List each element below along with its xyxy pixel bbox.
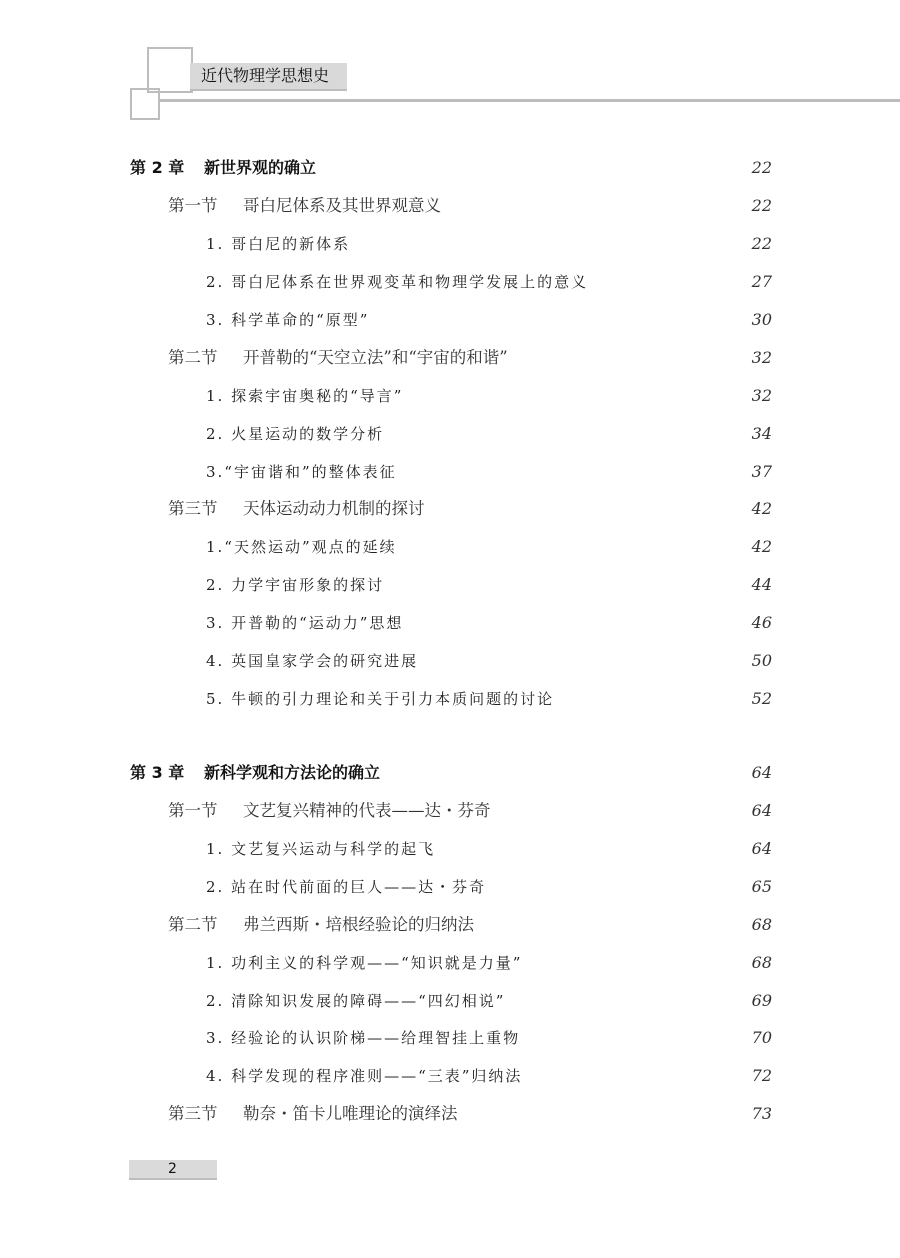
toc-entry-item[interactable] (0, 534, 900, 560)
toc-page-number: 22 (751, 196, 772, 215)
toc-entry-title (168, 798, 491, 824)
toc-entry-title (130, 155, 316, 181)
toc-page-number: 32 (751, 348, 772, 367)
item-title-text: 1. 功利主义的科学观——“知识就是力量” (206, 954, 523, 972)
running-header-title: 近代物理学思想史 (190, 63, 347, 91)
item-title-text: 4. 英国皇家学会的研究进展 (206, 652, 419, 670)
toc-page-number: 72 (751, 1066, 772, 1085)
toc-page-number: 37 (751, 462, 772, 481)
toc-entry-section[interactable] (0, 1101, 900, 1127)
toc-entry-item[interactable] (0, 307, 900, 333)
chapter-title-text: 新世界观的确立 (204, 158, 317, 177)
toc-page-number: 73 (751, 1104, 772, 1123)
toc-entry-item[interactable] (0, 836, 900, 862)
toc-entry-title (206, 383, 403, 409)
section-title-text: 天体运动动力机制的探讨 (243, 499, 425, 518)
item-title-text: 4. 科学发现的程序准则——“三表”归纳法 (206, 1067, 523, 1085)
toc-page-number: 42 (751, 537, 772, 556)
section-label: 第一节 (168, 196, 218, 215)
toc-entry-section[interactable] (0, 912, 900, 938)
item-title-text: 2. 火星运动的数学分析 (206, 425, 385, 443)
chapter-label: 第 3 章 (130, 763, 185, 782)
toc-entry-title (206, 648, 418, 674)
toc-page-number: 34 (751, 424, 772, 443)
toc-entry-title (168, 1101, 458, 1127)
section-label: 第二节 (168, 348, 218, 367)
toc-page-number: 64 (751, 763, 772, 782)
item-title-text: 1. 哥白尼的新体系 (206, 235, 351, 253)
toc-entry-section[interactable] (0, 798, 900, 824)
chapter-title-text: 新科学观和方法论的确立 (204, 763, 381, 782)
item-title-text: 3. 经验论的认识阶梯——给理智挂上重物 (206, 1029, 521, 1047)
toc-page-number: 22 (751, 234, 772, 253)
toc-page-number: 70 (751, 1028, 772, 1047)
item-title-text: 2. 清除知识发展的障碍——“四幻相说” (206, 992, 506, 1010)
section-label: 第三节 (168, 499, 218, 518)
toc-entry-title (206, 836, 435, 862)
toc-entry-title (206, 988, 505, 1014)
toc-page-number: 32 (751, 386, 772, 405)
toc-entry-item[interactable] (0, 610, 900, 636)
toc-page-number: 22 (751, 158, 772, 177)
toc-entry-chapter[interactable] (0, 760, 900, 786)
toc-entry-title (168, 912, 474, 938)
section-label: 第二节 (168, 915, 218, 934)
toc-entry-item[interactable] (0, 459, 900, 485)
toc-entry-item[interactable] (0, 1063, 900, 1089)
toc-entry-title (206, 269, 588, 295)
toc-entry-title (206, 572, 384, 598)
toc-page-number: 52 (751, 689, 772, 708)
toc-entry-title (206, 1025, 520, 1051)
toc-entry-item[interactable] (0, 686, 900, 712)
item-title-text: 3.“宇宙谐和”的整体表征 (206, 463, 397, 481)
toc-page-number: 68 (751, 915, 772, 934)
page-number: 2 (129, 1160, 217, 1180)
toc-entry-title (206, 421, 384, 447)
toc-entry-title (206, 534, 397, 560)
header-decoration-square-small (130, 88, 160, 120)
item-title-text: 1.“天然运动”观点的延续 (206, 538, 397, 556)
toc-entry-title (206, 459, 397, 485)
toc-entry-item[interactable] (0, 572, 900, 598)
toc-entry-item[interactable] (0, 648, 900, 674)
item-title-text: 3. 科学革命的“原型” (206, 311, 370, 329)
header-rule (160, 99, 900, 102)
toc-entry-item[interactable] (0, 231, 900, 257)
section-title-text: 文艺复兴精神的代表——达・芬奇 (243, 801, 491, 820)
toc-page-number: 68 (751, 953, 772, 972)
section-title-text: 开普勒的“天空立法”和“宇宙的和谐” (243, 348, 508, 367)
toc-entry-title (206, 1063, 522, 1089)
item-title-text: 2. 站在时代前面的巨人——达・芬奇 (206, 878, 487, 896)
toc-entry-section[interactable] (0, 345, 900, 371)
toc-entry-title (206, 231, 350, 257)
item-title-text: 5. 牛顿的引力理论和关于引力本质问题的讨论 (206, 690, 555, 708)
chapter-label: 第 2 章 (130, 158, 185, 177)
toc-entry-section[interactable] (0, 496, 900, 522)
toc-entry-item[interactable] (0, 988, 900, 1014)
section-title-text: 哥白尼体系及其世界观意义 (243, 196, 441, 215)
toc-entry-title (168, 193, 441, 219)
toc-entry-item[interactable] (0, 874, 900, 900)
toc-entry-title (206, 686, 554, 712)
toc-page-number: 65 (751, 877, 772, 896)
toc-page-number: 44 (751, 575, 772, 594)
toc-entry-title (130, 760, 380, 786)
section-title-text: 勒奈・笛卡儿唯理论的演绎法 (243, 1104, 458, 1123)
toc-entry-item[interactable] (0, 421, 900, 447)
toc-entry-title (168, 345, 508, 371)
toc-page-number: 27 (751, 272, 772, 291)
toc-page-number: 64 (751, 801, 772, 820)
item-title-text: 1. 文艺复兴运动与科学的起飞 (206, 840, 436, 858)
toc-entry-item[interactable] (0, 950, 900, 976)
header-decoration-square (147, 47, 193, 93)
toc-entry-title (206, 874, 486, 900)
section-label: 第一节 (168, 801, 218, 820)
toc-page-number: 64 (751, 839, 772, 858)
toc-entry-title (168, 496, 425, 522)
toc-page-number: 42 (751, 499, 772, 518)
toc-entry-item[interactable] (0, 383, 900, 409)
item-title-text: 1. 探索宇宙奥秘的“导言” (206, 387, 404, 405)
toc-page-number: 50 (751, 651, 772, 670)
toc-entry-chapter[interactable] (0, 155, 900, 181)
toc-page-number: 69 (751, 991, 772, 1010)
section-label: 第三节 (168, 1104, 218, 1123)
toc-entry-section[interactable] (0, 193, 900, 219)
item-title-text: 2. 哥白尼体系在世界观变革和物理学发展上的意义 (206, 273, 589, 291)
toc-entry-item[interactable] (0, 1025, 900, 1051)
toc-entry-title (206, 610, 403, 636)
toc-entry-item[interactable] (0, 269, 900, 295)
item-title-text: 2. 力学宇宙形象的探讨 (206, 576, 385, 594)
toc-page-number: 30 (751, 310, 772, 329)
toc-page-number: 46 (751, 613, 772, 632)
toc-entry-title (206, 950, 522, 976)
toc-entry-title (206, 307, 369, 333)
section-title-text: 弗兰西斯・培根经验论的归纳法 (243, 915, 474, 934)
item-title-text: 3. 开普勒的“运动力”思想 (206, 614, 404, 632)
